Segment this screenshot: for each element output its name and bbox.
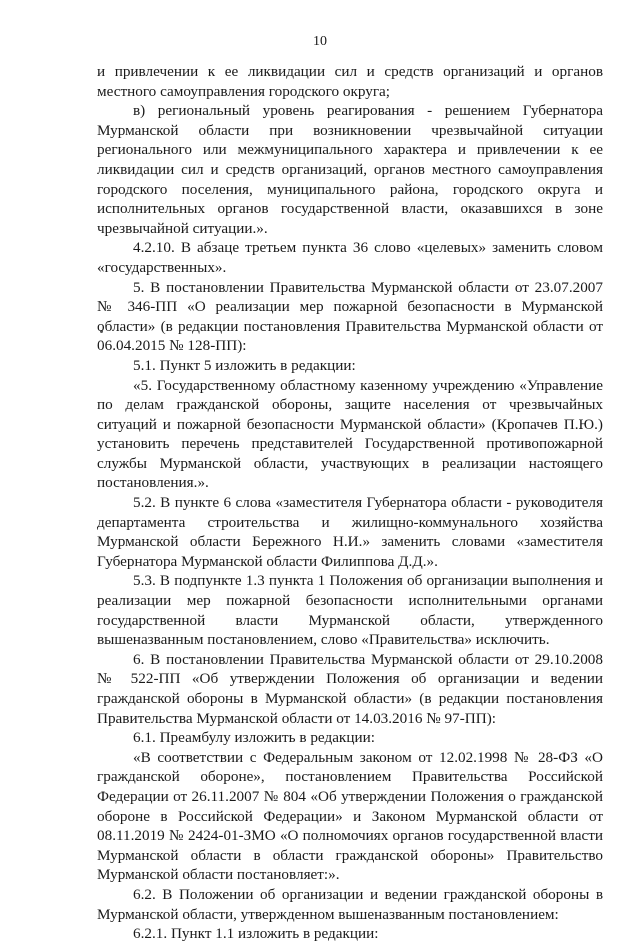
page-number: 10 [313,34,327,49]
document-body [97,62,603,944]
paragraph-5-3: 5.3. В подпункте 1.3 пункта 1 Положения об организации выполнения и реализации мер пожарной безопасности исполнительными органами государственной власти Мурманской области, утвержденного вышеназванным постановлением, слово «Правительства» исключить. [97,572,603,649]
paragraph-continuation: и привлечении к ее ликвидации сил и средств организаций и органов местного самоуправления городского округа; [97,63,603,100]
paragraph-5-1: 5.1. Пункт 5 изложить в редакции: [133,356,356,374]
paragraph-6: 6. В постановлении Правительства Мурманской области от 29.10.2008 № 522-ПП «Об утверждении Положения об организации и ведении гражданской обороны в Мурманской области» (в редакции постановления Правительства Мурманской области от 14.03.2016 № 97-ПП): [97,650,603,727]
paragraph-6-1-text: «В соответствии с Федеральным законом от 12.02.1998 № 28-ФЗ «О гражданской обороне», постановлением Правительства Российской Федерации от 26.11.2007 № 804 «Об утверждении Положения о гражданской обороне в Российской Федерации» и Законом Мурманской области от 08.11.2019 № 2424-01-ЗМО «О полномочиях органов государственной власти Мурманской области в области гражданской обороны» Правительство Мурманской области постановляет:». [97,748,603,884]
paragraph-regional-level: в) региональный уровень реагирования - решением Губернатора Мурманской области при возникновении чрезвычайной ситуации регионального или межмуниципального характера и привлечении к ее ликвидации сил и средств организаций, органов местного самоуправления городского поселения, муниципального района, городского округа и исполнительных органов государственной власти, оказавшихся в зоне чрезвычайной ситуации.». [97,102,603,237]
paragraph-4-2-10: 4.2.10. В абзаце третьем пункта 36 слово «целевых» заменить словом «государственных». [97,239,603,276]
paragraph-6-2-1: 6.2.1. Пункт 1.1 изложить в редакции: [133,925,379,943]
paragraph-5-1-text: «5. Государственному областному казенному учреждению «Управление по делам гражданской обороны, защите населения от чрезвычайных ситуаций и пожарной безопасности Мурманской области» (Кропачев П.Ю.) установить перечень представителей Государственной противопожарной службы Мурманской области, участвующих в реализации настоящего постановления.». [97,376,603,492]
paragraph-5-2: 5.2. В пункте 6 слова «заместителя Губернатора области - руководителя департамента строительства и жилищно-коммунального хозяйства Мурманской области Бережного Н.И.» заменить словами «заместителя Губернатора Мурманской области Филиппова Д.Д.». [97,494,603,570]
paragraph-6-1: 6.1. Преамбулу изложить в редакции: [133,729,375,747]
paragraph-5: 5. В постановлении Правительства Мурманской области от 23.07.2007 № 346-ПП «О реализации мер пожарной безопасности в Мурманской области» (в редакции постановления Правительства Мурманской области от 06.04.2015 № 128-ПП): [97,278,603,355]
paragraph-6-2: 6.2. В Положении об организации и ведении гражданской обороны в Мурманской области, утвержденном вышеназванным постановлением: [97,885,603,923]
